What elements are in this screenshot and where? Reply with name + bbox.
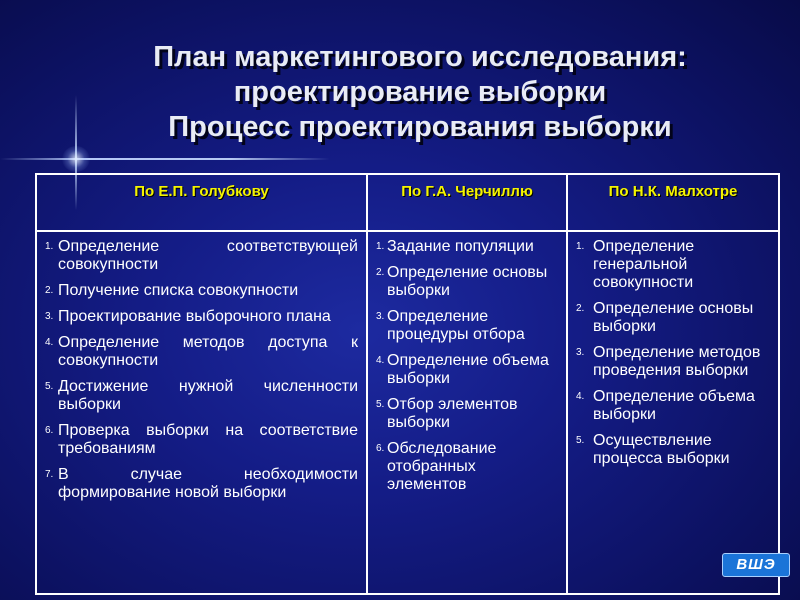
steps-list-malhotra	[576, 238, 770, 468]
list-item-number: 1.	[45, 241, 54, 252]
list-item	[376, 440, 558, 494]
list-item	[376, 238, 558, 256]
list-item-text: Проектирование выборочного плана	[58, 308, 331, 325]
list-item-text: Достижение нужной численности выборки	[58, 378, 358, 413]
slide-title	[120, 40, 720, 145]
list-item-text: Определение основы выборки	[387, 264, 548, 299]
list-item-text: Определение методов доступа к совокупности	[58, 334, 358, 369]
list-item-text: Определение объема выборки	[387, 352, 549, 387]
column-churchill	[367, 231, 567, 594]
table-header-row	[36, 174, 779, 231]
list-item	[45, 282, 358, 300]
list-item-text: Определение основы выборки	[593, 300, 754, 335]
list-item-number: 3.	[376, 311, 385, 322]
header-churchill: По Г.А. Черчиллю	[367, 174, 567, 231]
list-item-number: 2.	[376, 267, 385, 278]
list-item-number: 5.	[45, 381, 54, 392]
hse-logo: ВШЭ	[722, 553, 790, 577]
list-item-number: 2.	[45, 285, 54, 296]
column-golubkov	[36, 231, 367, 594]
list-item-number: 7.	[45, 469, 54, 480]
light-flare-center	[62, 146, 90, 172]
steps-list-golubkov	[45, 238, 358, 502]
list-item	[376, 308, 558, 344]
header-malhotra: По Н.К. Малхотре	[567, 174, 779, 231]
list-item-number: 5.	[376, 399, 385, 410]
header-golubkov: По Е.П. Голубкову	[36, 174, 367, 231]
title-line-3: Процесс проектирования выборки	[168, 111, 672, 143]
list-item-text: В случае необходимости формирование новой выборки	[58, 466, 358, 501]
list-item-number: 3.	[576, 347, 585, 358]
list-item	[45, 422, 358, 458]
list-item-text: Задание популяции	[387, 238, 534, 255]
column-malhotra	[567, 231, 779, 594]
list-item-number: 1.	[376, 241, 385, 252]
list-item	[576, 238, 770, 292]
list-item-number: 4.	[45, 337, 54, 348]
list-item	[45, 334, 358, 370]
steps-list-churchill	[376, 238, 558, 494]
list-item	[376, 396, 558, 432]
list-item-number: 2.	[576, 303, 585, 314]
list-item-text: Отбор элементов выборки	[387, 396, 518, 431]
list-item-text: Определение генеральной совокупности	[593, 238, 695, 291]
list-item-number: 6.	[45, 425, 54, 436]
list-item	[45, 378, 358, 414]
list-item	[576, 300, 770, 336]
list-item	[576, 432, 770, 468]
list-item-text: Осуществление процесса выборки	[593, 432, 730, 467]
list-item-number: 5.	[576, 435, 585, 446]
light-flare-horizontal	[0, 158, 330, 160]
list-item	[45, 238, 358, 274]
list-item-text: Определение соответствующей совокупности	[58, 238, 358, 273]
list-item	[376, 264, 558, 300]
list-item-text: Получение списка совокупности	[58, 282, 299, 299]
table-body-row	[36, 231, 779, 594]
list-item-text: Обследование отобранных элементов	[387, 440, 497, 493]
list-item	[376, 352, 558, 388]
list-item	[45, 308, 358, 326]
list-item	[576, 388, 770, 424]
list-item-number: 4.	[376, 355, 385, 366]
list-item-text: Проверка выборки на соответствие требованиям	[58, 422, 358, 457]
list-item-number: 1.	[576, 241, 585, 252]
list-item-text: Определение объема выборки	[593, 388, 755, 423]
list-item	[45, 466, 358, 502]
title-line-1: План маркетингового исследования:	[153, 41, 687, 73]
comparison-table	[35, 173, 780, 595]
list-item-text: Определение методов проведения выборки	[593, 344, 761, 379]
list-item-text: Определение процедуры отбора	[387, 308, 525, 343]
list-item-number: 6.	[376, 443, 385, 454]
title-line-2: проектирование выборки	[233, 76, 607, 108]
list-item-number: 4.	[576, 391, 585, 402]
list-item-number: 3.	[45, 311, 54, 322]
list-item	[576, 344, 770, 380]
